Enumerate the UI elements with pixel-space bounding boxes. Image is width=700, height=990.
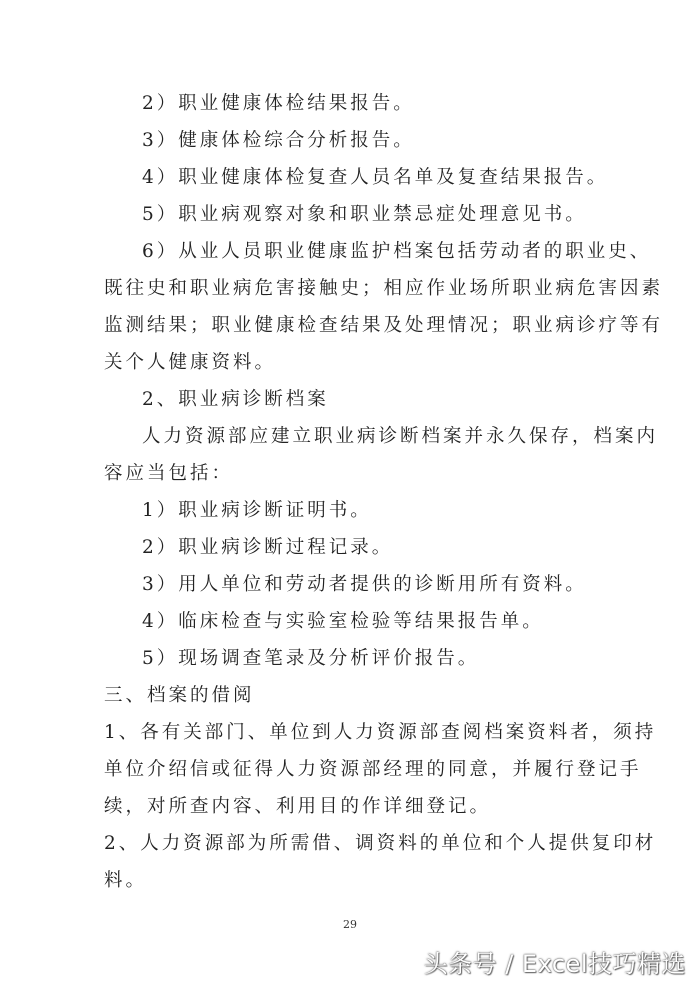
text-line: 续，对所查内容、利用目的作详细登记。 bbox=[104, 796, 492, 817]
text-line: 3）用人单位和劳动者提供的诊断用所有资料。 bbox=[142, 574, 587, 595]
text-line: 关个人健康资料。 bbox=[104, 352, 277, 373]
text-line: 料。 bbox=[104, 870, 148, 891]
text-line: 2）职业病诊断过程记录。 bbox=[142, 537, 394, 558]
text-line: 4）职业健康体检复查人员名单及复查结果报告。 bbox=[142, 167, 609, 188]
text-line: 6）从业人员职业健康监护档案包括劳动者的职业史、 bbox=[142, 241, 652, 262]
section-heading: 三、档案的借阅 bbox=[104, 685, 255, 706]
text-line: 既往史和职业病危害接触史；相应作业场所职业病危害因素 bbox=[104, 278, 664, 299]
text-line: 5）职业病观察对象和职业禁忌症处理意见书。 bbox=[142, 204, 587, 225]
page-number: 29 bbox=[343, 918, 357, 931]
watermark: 头条号 / Excel技巧精选 bbox=[423, 950, 686, 978]
section-heading: 2、职业病诊断档案 bbox=[142, 389, 329, 410]
text-line: 容应当包括： bbox=[104, 463, 234, 484]
text-line: 1）职业病诊断证明书。 bbox=[142, 500, 372, 521]
text-line: 2）职业健康体检结果报告。 bbox=[142, 93, 415, 114]
text-line: 单位介绍信或征得人力资源部经理的同意，并履行登记手 bbox=[104, 759, 642, 780]
text-line: 5）现场调查笔录及分析评价报告。 bbox=[142, 648, 480, 669]
text-line: 1、各有关部门、单位到人力资源部查阅档案资料者，须持 bbox=[104, 722, 657, 743]
text-line: 监测结果；职业健康检查结果及处理情况；职业病诊疗等有 bbox=[104, 315, 664, 336]
text-line: 2、人力资源部为所需借、调资料的单位和个人提供复印材 bbox=[104, 833, 657, 854]
text-line: 4）临床检查与实验室检验等结果报告单。 bbox=[142, 611, 544, 632]
text-line: 人力资源部应建立职业病诊断档案并永久保存，档案内 bbox=[142, 426, 659, 447]
text-line: 3）健康体检综合分析报告。 bbox=[142, 130, 415, 151]
